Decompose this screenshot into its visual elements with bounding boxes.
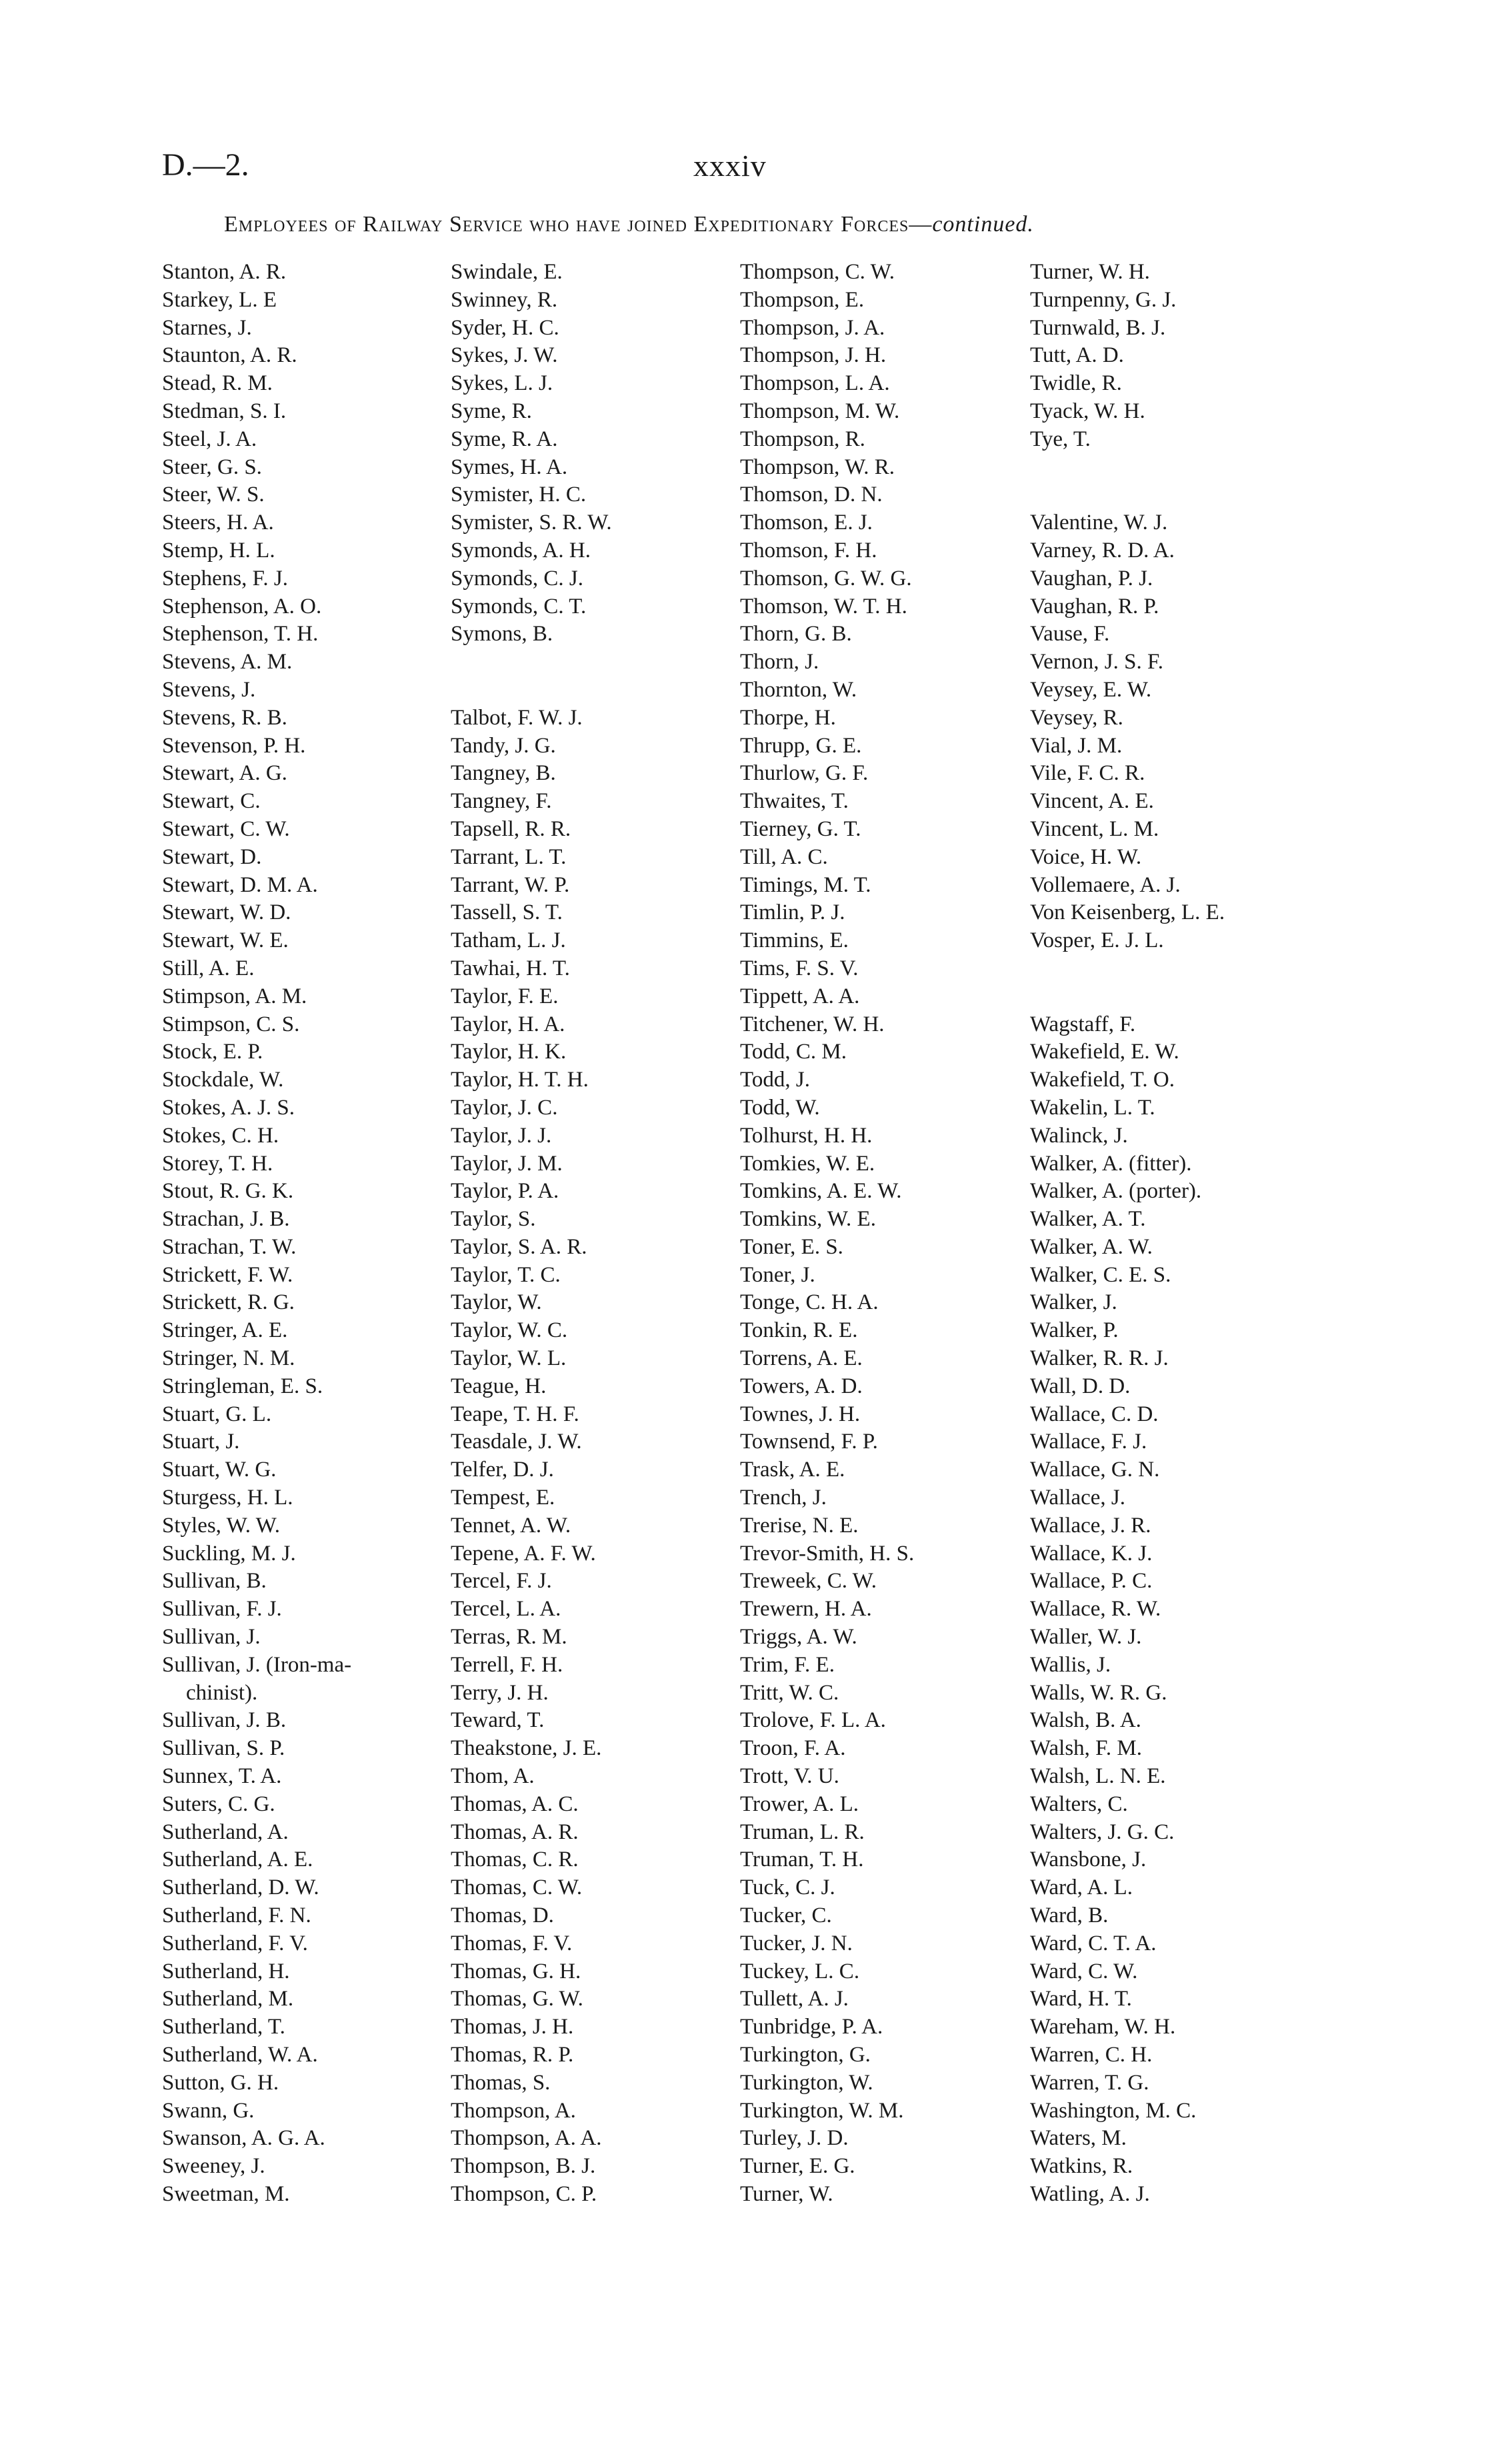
name-entry: Wallace, G. N. (1030, 1458, 1160, 1482)
name-entry: Symonds, A. H. (451, 538, 591, 563)
name-entry: Troon, F. A. (740, 1736, 846, 1761)
name-entry: Symonds, C. J. (451, 566, 583, 591)
name-entry: Still, A. E. (162, 956, 255, 980)
name-entry: Sturgess, H. L. (162, 1486, 293, 1510)
name-entry: Tucker, C. (740, 1903, 832, 1928)
name-entry: Thomas, G. H. (451, 1959, 581, 1983)
name-entry: Stephenson, T. H. (162, 622, 319, 646)
name-entry: Vaughan, R. P. (1030, 594, 1159, 618)
name-entry: Tuckey, L. C. (740, 1959, 860, 1983)
name-entry: Torrens, A. E. (740, 1346, 863, 1371)
name-entry: Sutherland, F. V. (162, 1931, 308, 1955)
name-entry: Walker, R. R. J. (1030, 1346, 1169, 1371)
name-entry: Thurlow, G. F. (740, 761, 869, 786)
name-entry: Toner, J. (740, 1262, 815, 1287)
name-entry: Thomson, E. J. (740, 511, 873, 535)
name-entry: Sullivan, J. (162, 1625, 261, 1650)
name-entry: chinist). (186, 1680, 258, 1705)
name-entry: Tritt, W. C. (740, 1680, 839, 1705)
name-entry: Thorn, J. (740, 650, 819, 674)
name-entry: Walker, A. W. (1030, 1234, 1153, 1259)
name-entry: Walsh, F. M. (1030, 1736, 1142, 1761)
name-entry: Vincent, A. E. (1030, 789, 1154, 814)
name-entry: Wallace, K. J. (1030, 1541, 1153, 1566)
name-entry: Symonds, C. T. (451, 594, 587, 618)
name-entry: Tangney, F. (451, 789, 552, 814)
name-entry: Turkington, W. M. (740, 2098, 904, 2123)
name-entry: Tutt, A. D. (1030, 343, 1124, 368)
name-entry: Trask, A. E. (740, 1458, 845, 1482)
name-entry: Thomson, G. W. G. (740, 566, 912, 591)
name-entry: Waller, W. J. (1030, 1625, 1142, 1650)
name-entry: Suters, C. G. (162, 1792, 275, 1816)
name-entry: Wallace, J. R. (1030, 1513, 1151, 1538)
name-entry: Thorpe, H. (740, 705, 836, 730)
name-entry: Watkins, R. (1030, 2154, 1133, 2179)
name-entry: Thom, A. (451, 1764, 535, 1789)
name-entry: Thompson, J. H. (740, 343, 887, 368)
name-entry: Thomas, C. W. (451, 1875, 583, 1900)
name-entry: Teague, H. (451, 1374, 547, 1398)
name-entry: Styles, W. W. (162, 1513, 280, 1538)
name-entry: Sutherland, W. A. (162, 2043, 318, 2067)
name-entry: Watling, A. J. (1030, 2181, 1150, 2206)
name-entry: Todd, J. (740, 1068, 810, 1092)
name-entry: Thompson, L. A. (740, 371, 890, 396)
name-entry: Ward, A. L. (1030, 1875, 1133, 1900)
name-entry: Tennet, A. W. (451, 1513, 571, 1538)
page-title (224, 212, 1034, 237)
name-entry: Sullivan, J. B. (162, 1708, 287, 1733)
name-entry (1030, 983, 1350, 1011)
name-entry: Symister, H. C. (451, 483, 587, 507)
name-entry: Till, A. C. (740, 844, 828, 869)
name-entry: Thompson, R. (740, 427, 865, 451)
name-entry: Treweek, C. W. (740, 1569, 877, 1594)
name-entry: Strachan, J. B. (162, 1207, 290, 1232)
name-entry: Steer, G. S. (162, 455, 262, 479)
name-entry: Veysey, R. (1030, 705, 1123, 730)
name-entry: Wallace, J. (1030, 1486, 1126, 1510)
name-entry: Townes, J. H. (740, 1402, 861, 1426)
name-entry: Truman, T. H. (740, 1848, 864, 1872)
name-entry: Syme, R. A. (451, 427, 558, 451)
name-entry: Stevens, R. B. (162, 705, 287, 730)
name-entry: Strachan, T. W. (162, 1234, 297, 1259)
page-title-continued: continued. (932, 212, 1034, 237)
name-entry: Tempest, E. (451, 1486, 555, 1510)
name-entry: Tonge, C. H. A. (740, 1290, 879, 1315)
name-entry: Wallace, C. D. (1030, 1402, 1159, 1426)
name-entry: Tapsell, R. R. (451, 816, 571, 841)
name-entry: Tierney, G. T. (740, 816, 861, 841)
name-entry: Teward, T. (451, 1708, 545, 1733)
name-entry: Todd, C. M. (740, 1040, 847, 1064)
name-entry: Thompson, W. R. (740, 455, 895, 479)
name-entry: Turnwald, B. J. (1030, 315, 1166, 340)
name-entry: Sykes, J. W. (451, 343, 558, 368)
name-entry: Thomson, W. T. H. (740, 594, 907, 618)
name-entry: Timlin, P. J. (740, 900, 845, 925)
name-entry: Sutherland, F. N. (162, 1903, 311, 1928)
name-entry: Sutherland, T. (162, 2015, 285, 2039)
name-entry: Turley, J. D. (740, 2126, 849, 2151)
name-entry: Tims, F. S. V. (740, 956, 859, 980)
name-entry: Ward, C. W. (1030, 1959, 1138, 1983)
name-entry: Sullivan, J. (Iron-ma- (162, 1652, 352, 1677)
name-entry: Taylor, P. A. (451, 1179, 559, 1204)
name-entry: Tyack, W. H. (1030, 399, 1145, 423)
name-entry: Trower, A. L. (740, 1792, 859, 1816)
name-entry: Tonkin, R. E. (740, 1318, 858, 1343)
name-entry: Ward, H. T. (1030, 1987, 1132, 2011)
name-entry: Sunnex, T. A. (162, 1764, 282, 1789)
name-entry: Tolhurst, H. H. (740, 1123, 873, 1148)
name-entry: Thomas, R. P. (451, 2043, 574, 2067)
name-entry: Stevens, A. M. (162, 650, 293, 674)
name-entry: Tarrant, W. P. (451, 872, 570, 897)
name-entry: Steer, W. S. (162, 483, 265, 507)
name-entry: Stedman, S. I. (162, 399, 287, 423)
name-entry: Stewart, D. M. A. (162, 872, 318, 897)
name-entry: Starnes, J. (162, 315, 252, 340)
name-entry: Stemp, H. L. (162, 538, 275, 563)
name-entry: Storey, T. H. (162, 1151, 273, 1176)
name-entry: Syme, R. (451, 399, 532, 423)
name-entry: Wakefield, T. O. (1030, 1068, 1175, 1092)
name-entry: Thomson, D. N. (740, 483, 883, 507)
name-entry: Ward, C. T. A. (1030, 1931, 1157, 1955)
name-entry: Tullett, A. J. (740, 1987, 849, 2011)
name-entry: Trim, F. E. (740, 1652, 835, 1677)
name-entry: Wall, D. D. (1030, 1374, 1131, 1398)
name-entry: Towers, A. D. (740, 1374, 863, 1398)
name-entry: Thompson, B. J. (451, 2154, 596, 2179)
name-entry: Thompson, J. A. (740, 315, 885, 340)
name-entry: Thompson, C. W. (740, 260, 895, 284)
name-entry: Turkington, W. (740, 2070, 873, 2095)
name-entry: Sutherland, A. E. (162, 1848, 313, 1872)
name-column-1 (162, 259, 442, 2209)
name-entry: Stewart, W. D. (162, 900, 291, 925)
name-entry: Stimpson, C. S. (162, 1012, 300, 1036)
name-entry: Trolove, F. L. A. (740, 1708, 886, 1733)
name-entry: Taylor, W. (451, 1290, 542, 1315)
name-entry: Warren, C. H. (1030, 2043, 1153, 2067)
name-entry: Vial, J. M. (1030, 733, 1123, 758)
name-entry: Trewern, H. A. (740, 1597, 872, 1622)
name-entry: Tye, T. (1030, 427, 1091, 451)
name-entry: Trevor-Smith, H. S. (740, 1541, 915, 1566)
name-entry: Twidle, R. (1030, 371, 1122, 396)
name-entry (451, 648, 731, 676)
name-entry: Valentine, W. J. (1030, 511, 1168, 535)
name-entry: Townsend, F. P. (740, 1430, 878, 1454)
name-entry: Taylor, S. (451, 1207, 536, 1232)
name-entry: Stewart, A. G. (162, 761, 287, 786)
name-entry: Telfer, D. J. (451, 1458, 554, 1482)
name-entry: Stimpson, A. M. (162, 984, 307, 1008)
name-entry: Tepene, A. F. W. (451, 1541, 596, 1566)
name-entry: Thrupp, G. E. (740, 733, 862, 758)
name-entry: Stewart, W. E. (162, 928, 289, 953)
name-entry: Talbot, F. W. J. (451, 705, 583, 730)
name-entry: Thomas, A. R. (451, 1820, 579, 1844)
name-entry: Wansbone, J. (1030, 1848, 1147, 1872)
name-entry: Stewart, C. W. (162, 816, 290, 841)
name-entry: Sullivan, B. (162, 1569, 267, 1594)
name-entry: Sutherland, A. (162, 1820, 289, 1844)
name-entry: Strickett, R. G. (162, 1290, 295, 1315)
name-column-3 (740, 259, 1020, 2209)
name-entry: Waters, M. (1030, 2126, 1127, 2151)
name-entry: Walker, A. (fitter). (1030, 1151, 1192, 1176)
name-entry: Thomas, A. C. (451, 1792, 579, 1816)
name-entry: Stokes, C. H. (162, 1123, 279, 1148)
name-entry: Tatham, L. J. (451, 928, 566, 953)
name-entry: Stead, R. M. (162, 371, 273, 396)
name-entry: Thomas, G. W. (451, 1987, 583, 2011)
name-entry: Trerise, N. E. (740, 1513, 859, 1538)
name-entry: Taylor, W. L. (451, 1346, 567, 1371)
name-entry: Von Keisenberg, L. E. (1030, 900, 1225, 925)
name-entry: Triggs, A. W. (740, 1625, 857, 1650)
name-entry: Thompson, C. P. (451, 2181, 597, 2206)
name-entry: Tangney, B. (451, 761, 556, 786)
name-entry: Ward, B. (1030, 1903, 1109, 1928)
name-entry: Stokes, A. J. S. (162, 1095, 295, 1120)
name-entry: Vincent, L. M. (1030, 816, 1159, 841)
name-entry: Washington, M. C. (1030, 2098, 1197, 2123)
name-entry: Thompson, A. A. (451, 2126, 602, 2151)
name-entry: Stuart, G. L. (162, 1402, 272, 1426)
name-entry: Walters, C. (1030, 1792, 1128, 1816)
name-entry: Trott, V. U. (740, 1764, 839, 1789)
name-entry: Wagstaff, F. (1030, 1012, 1136, 1036)
name-entry: Walker, A. T. (1030, 1207, 1146, 1232)
name-entry: Tucker, J. N. (740, 1931, 853, 1955)
name-entry (1030, 454, 1350, 482)
section-code: D.—2. (162, 147, 249, 183)
name-entry: Toner, E. S. (740, 1234, 843, 1259)
name-entry: Tomkins, W. E. (740, 1207, 876, 1232)
name-entry: Stringer, N. M. (162, 1346, 295, 1371)
name-entry: Vollemaere, A. J. (1030, 872, 1181, 897)
name-entry: Walsh, L. N. E. (1030, 1764, 1166, 1789)
name-entry: Thorn, G. B. (740, 622, 852, 646)
name-entry: Tunbridge, P. A. (740, 2015, 883, 2039)
name-entry: Walls, W. R. G. (1030, 1680, 1167, 1705)
name-entry: Turkington, G. (740, 2043, 871, 2067)
name-entry (451, 676, 731, 704)
name-entry: Sweetman, M. (162, 2181, 290, 2206)
name-entry: Timings, M. T. (740, 872, 871, 897)
name-entry: Symister, S. R. W. (451, 511, 612, 535)
name-entry: Stockdale, W. (162, 1068, 284, 1092)
name-entry: Sutherland, M. (162, 1987, 294, 2011)
name-entry: Turner, W. H. (1030, 260, 1150, 284)
name-entry: Taylor, H. K. (451, 1040, 567, 1064)
name-entry: Thompson, A. (451, 2098, 576, 2123)
name-entry: Swanson, A. G. A. (162, 2126, 325, 2151)
name-entry: Thomas, J. H. (451, 2015, 574, 2039)
name-entry: Sutherland, H. (162, 1959, 290, 1983)
name-entry: Wallace, F. J. (1030, 1430, 1147, 1454)
name-entry: Suckling, M. J. (162, 1541, 296, 1566)
name-entry: Stewart, C. (162, 789, 261, 814)
name-entry: Strickett, F. W. (162, 1262, 293, 1287)
name-entry: Wakefield, E. W. (1030, 1040, 1179, 1064)
name-entry: Steers, H. A. (162, 511, 274, 535)
name-entry: Taylor, J. M. (451, 1151, 563, 1176)
name-entry: Stuart, J. (162, 1430, 240, 1454)
name-entry: Thomas, D. (451, 1903, 554, 1928)
name-entry: Walinck, J. (1030, 1123, 1128, 1148)
name-entry: Vosper, E. J. L. (1030, 928, 1164, 953)
name-entry: Thomson, F. H. (740, 538, 877, 563)
name-entry: Taylor, S. A. R. (451, 1234, 587, 1259)
name-entry: Stringer, A. E. (162, 1318, 288, 1343)
name-entry: Wallace, P. C. (1030, 1569, 1153, 1594)
name-entry: Terras, R. M. (451, 1625, 567, 1650)
name-entry: Vaughan, P. J. (1030, 566, 1153, 591)
name-entry: Timmins, E. (740, 928, 849, 953)
name-entry: Vile, F. C. R. (1030, 761, 1145, 786)
name-entry: Syder, H. C. (451, 315, 559, 340)
name-column-4 (1030, 259, 1350, 2209)
name-entry: Tarrant, L. T. (451, 844, 567, 869)
name-entry: Turner, W. (740, 2181, 833, 2206)
name-entry: Tuck, C. J. (740, 1875, 835, 1900)
name-entry: Stanton, A. R. (162, 260, 287, 284)
name-entry: Walsh, B. A. (1030, 1708, 1141, 1733)
name-entry: Swann, G. (162, 2098, 255, 2123)
name-entry: Stock, E. P. (162, 1040, 263, 1064)
name-entry: Tomkies, W. E. (740, 1151, 875, 1176)
name-entry: Terry, J. H. (451, 1680, 549, 1705)
name-column-2 (451, 259, 731, 2209)
name-entry: Stevens, J. (162, 677, 256, 702)
name-entry: Sutherland, D. W. (162, 1875, 319, 1900)
name-entry: Sykes, L. J. (451, 371, 553, 396)
name-entry: Stephens, F. J. (162, 566, 288, 591)
name-entry (1030, 481, 1350, 509)
name-entry: Thwaites, T. (740, 789, 849, 814)
name-entry: Thomas, F. V. (451, 1931, 573, 1955)
name-entry: Teape, T. H. F. (451, 1402, 579, 1426)
name-entry: Vause, F. (1030, 622, 1110, 646)
name-entry: Thompson, M. W. (740, 399, 900, 423)
name-entry: Wallis, J. (1030, 1652, 1111, 1677)
name-entry: Stevenson, P. H. (162, 733, 306, 758)
name-entry: Swinney, R. (451, 287, 558, 312)
name-entry: Taylor, J. J. (451, 1123, 552, 1148)
name-entry: Wareham, W. H. (1030, 2015, 1176, 2039)
name-entry: Tippett, A. A. (740, 984, 860, 1008)
name-entry: Tomkins, A. E. W. (740, 1179, 902, 1204)
name-entry: Sweeney, J. (162, 2154, 265, 2179)
name-entry: Tawhai, H. T. (451, 956, 570, 980)
name-entry: Walker, J. (1030, 1290, 1117, 1315)
name-entry: Stephenson, A. O. (162, 594, 322, 618)
name-entry: Veysey, E. W. (1030, 677, 1152, 702)
name-entry: Tercel, L. A. (451, 1597, 561, 1622)
name-entry: Steel, J. A. (162, 427, 257, 451)
name-entry: Sullivan, S. P. (162, 1736, 285, 1761)
name-entry: Terrell, F. H. (451, 1652, 563, 1677)
name-entry: Sullivan, F. J. (162, 1597, 282, 1622)
name-entry: Trench, J. (740, 1486, 827, 1510)
name-entry (1030, 955, 1350, 983)
name-entry: Todd, W. (740, 1095, 820, 1120)
name-entry: Walker, P. (1030, 1318, 1119, 1343)
name-entry: Varney, R. D. A. (1030, 538, 1175, 563)
name-entry: Walker, C. E. S. (1030, 1262, 1171, 1287)
name-entry: Taylor, T. C. (451, 1262, 561, 1287)
name-entry: Taylor, W. C. (451, 1318, 568, 1343)
name-entry: Walker, A. (porter). (1030, 1179, 1202, 1204)
name-entry: Turnpenny, G. J. (1030, 287, 1177, 312)
name-entry: Symons, B. (451, 622, 553, 646)
name-entry: Thornton, W. (740, 677, 857, 702)
name-entry: Swindale, E. (451, 260, 563, 284)
name-entry: Vernon, J. S. F. (1030, 650, 1163, 674)
name-entry: Walters, J. G. C. (1030, 1820, 1175, 1844)
name-entry: Thomas, S. (451, 2070, 551, 2095)
name-entry: Truman, L. R. (740, 1820, 865, 1844)
name-entry: Starkey, L. E (162, 287, 277, 312)
name-entry: Wakelin, L. T. (1030, 1095, 1155, 1120)
name-entry: Tassell, S. T. (451, 900, 563, 925)
name-entry: Warren, T. G. (1030, 2070, 1149, 2095)
name-entry: Stewart, D. (162, 844, 262, 869)
page-number: xxxiv (693, 149, 767, 183)
name-entry: Theakstone, J. E. (451, 1736, 602, 1761)
name-entry: Taylor, J. C. (451, 1095, 558, 1120)
name-entry: Tandy, J. G. (451, 733, 556, 758)
name-entry: Teasdale, J. W. (451, 1430, 582, 1454)
name-entry: Sutton, G. H. (162, 2070, 279, 2095)
name-entry: Staunton, A. R. (162, 343, 297, 368)
name-entry: Tercel, F. J. (451, 1569, 552, 1594)
name-entry: Taylor, F. E. (451, 984, 559, 1008)
name-entry: Stringleman, E. S. (162, 1374, 323, 1398)
page-title-text: Employees of Railway Service who have joined Expeditionary Forces— (224, 212, 933, 237)
name-entry: Symes, H. A. (451, 455, 568, 479)
name-entry: Stuart, W. G. (162, 1458, 277, 1482)
name-entry: Voice, H. W. (1030, 844, 1142, 869)
name-entry: Wallace, R. W. (1030, 1597, 1161, 1622)
name-entry: Taylor, H. A. (451, 1012, 565, 1036)
name-entry: Turner, E. G. (740, 2154, 855, 2179)
name-entry: Titchener, W. H. (740, 1012, 885, 1036)
name-entry: Thompson, E. (740, 287, 865, 312)
name-entry: Thomas, C. R. (451, 1848, 579, 1872)
name-entry: Stout, R. G. K. (162, 1179, 294, 1204)
name-entry: Taylor, H. T. H. (451, 1068, 589, 1092)
